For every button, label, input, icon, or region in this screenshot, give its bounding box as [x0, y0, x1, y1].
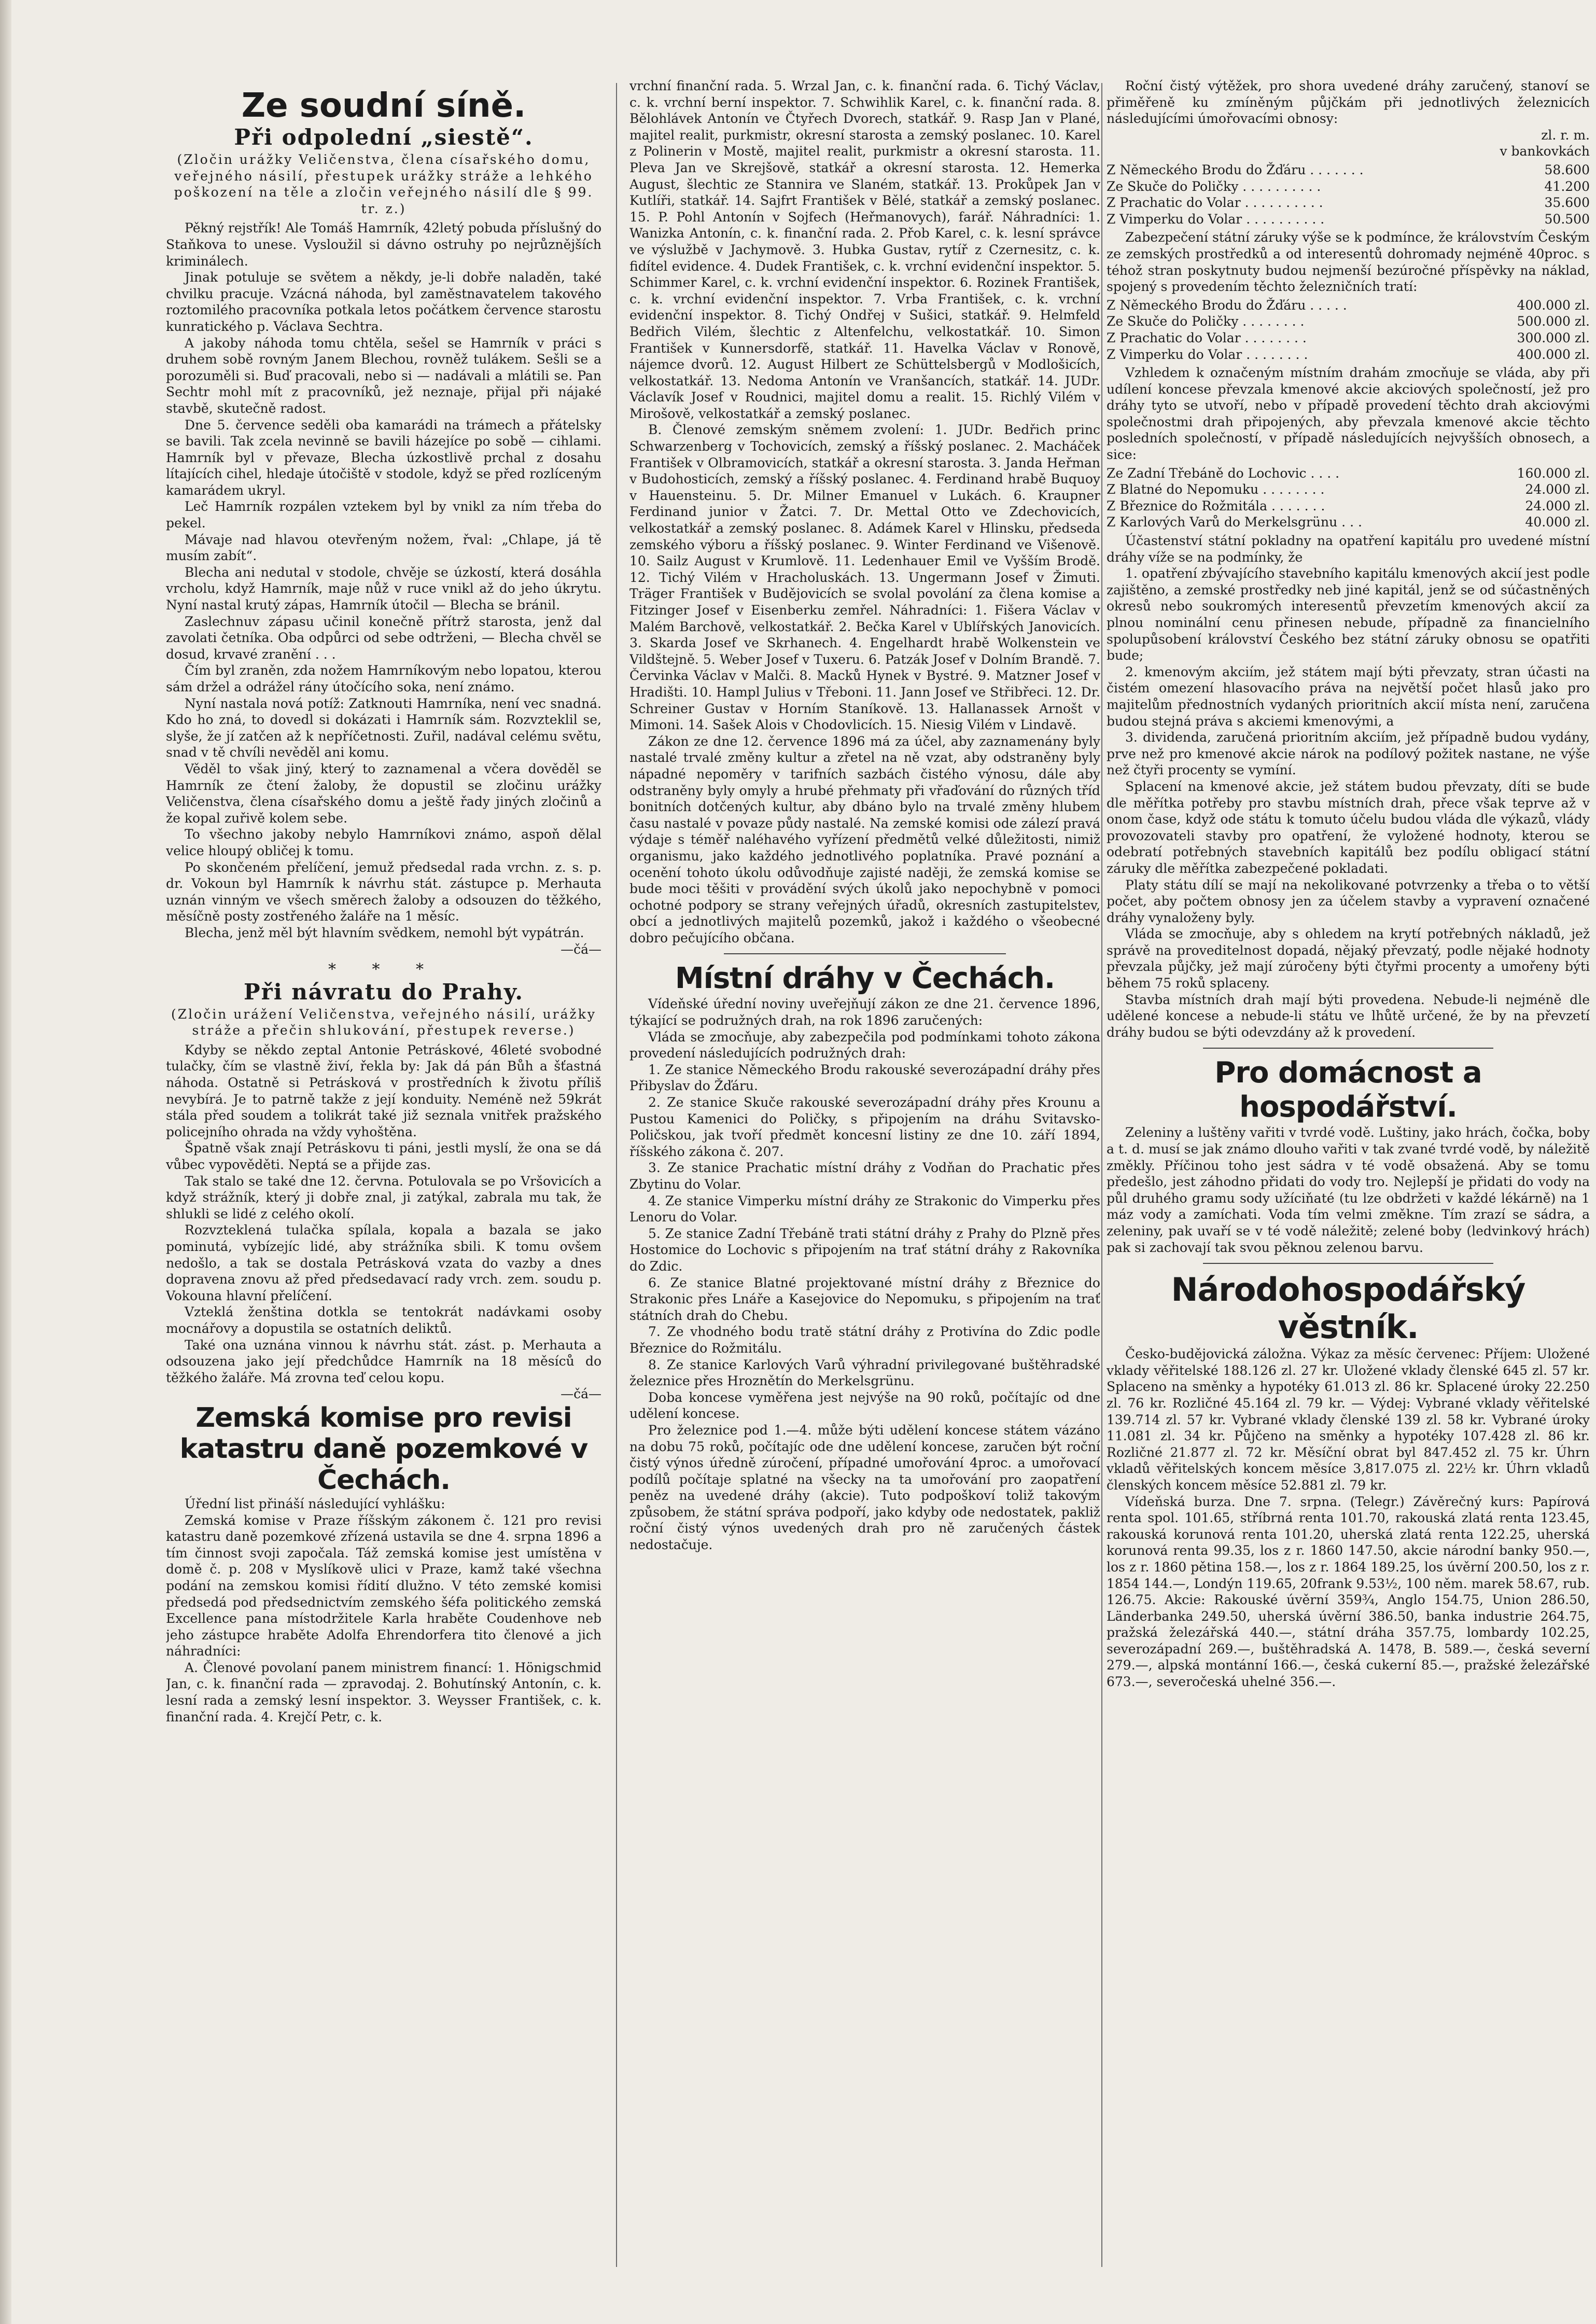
paragraph: Pěkný rejstřík! Ale Tomáš Hamrník, 42letý pobuda příslušný do Staňkova to unese. Vysloužil si dávno ostruhy po nejrůznějších kriminálech.	[166, 220, 601, 269]
paragraph: To všechno jakoby nebylo Hamrníkovi známo, aspoň dělal velice hloupý obličej k tomu.	[166, 827, 601, 858]
column-1	[166, 78, 601, 2277]
paragraph: 2. Ze stanice Skuče rakouské severozápadní dráhy přes Krounu a Pustou Kamenici do Poličky, s připojením na dráhu Svitavsko-Poličskou, jak tvoří předmět koncesní listiny ze dne 10. září 1894, říšského zákona č. 207.	[629, 1095, 1100, 1159]
article-title-return-to-prague: Při návratu do Prahy.	[243, 979, 524, 1005]
paragraph: Vláda se zmocňuje, aby s ohledem na krytí potřebných nákladů, jež správě na proveditelnost dopadá, nějaký převzatý, podle nějaké hodnoty převzala půjčky, jež mají zúročeny býti čtyřmi procenty a umořeny býti během 75 roků splaceny.	[1107, 926, 1590, 991]
paragraph: Zákon ze dne 12. července 1896 má za účel, aby zaznamenány byly nastalé trvalé změny kultur a zřetel na ně vzat, aby odstraněny byly nápadné nepoměry v tarifních sazbách čistého výnosu, dále aby odstraněny byly omyly a hrubé přehmaty při vřaďování do různých tříd bonitních dotčených kultur, aby dbáno bylo na trvalé změny hlubem času nastalé v povaze půdy nastalé. Na zemské komisi ode zálezí pravá výdaje s téměř naléhavého vyřízení předmětů velké důležitosti, nimiž organismu, jako každého jednotlivého poplatníka. Pravé poznání a ocenění tohoto úkolu odůvodňuje zajisté naději, že zemská komise se bude moci těšiti v provádění svých úkolů jako nepochybně v pomoci ochotné podpory se strany veřejných úřadů, okresních zastupitelstev, obcí a jednotlivých majitelů pozemků, jakož i každého o všeobecné dobro pečujícího občana.	[629, 733, 1100, 945]
paragraph: Roční čistý výtěžek, pro shora uvedené dráhy zaručený, stanoví se přiměřeně ku zmíněným půjčkám při jednotlivých železnicích následujícími úmořovacími obnosy:	[1107, 78, 1590, 127]
paragraph: 2. kmenovým akciím, jež státem mají býti převzaty, stran účasti na čistém omezení hlasovacího práva na největší počet hlasů jako pro majitelům přednostních vydaných prioritních akcií místa není, zaručena budou stejná práva s akciemi kmenovými, a	[1107, 664, 1590, 729]
table-row: Z Německého Brodu do Žďáru . . . . . . . 58.600	[1107, 162, 1590, 177]
table-row: Ze Zadní Třebáně do Lochovic . . . . 160.000 zl.	[1107, 465, 1590, 481]
paragraph: Také ona uznána vinnou k návrhu stát. zást. p. Merhauta a odsouzena jako její předchůdce Hamrník na 18 měsíců do těžkého žaláře. Má zrovna teď celou kopu.	[166, 1337, 601, 1385]
column-rule	[616, 83, 617, 2267]
paragraph: vrchní finanční rada. 5. Wrzal Jan, c. k. finanční rada. 6. Tichý Václav, c. k. vrchní berní inspektor. 7. Schwihlik Karel, c. k. finanční rada. 8. Bělohlávek Antonín ve Čtyřech Dvorech, statkář. 9. Rasp Jan v Plané, majitel realit, purkmistr, okresní starosta a zemský poslanec. 10. Karel z Polinerin v Mostě, majitel realit, purkmistr a okresní starosta. 11. Pleva Jan ve Skrejšově, statkář a okresní starosta. 12. Hemerka August, šlechtic ze Stannira ve Slaném, statkář. 13. Prokůpek Jan v Kutlíři, statkář. 14. Sajfrt František v Bělé, statkář a zemský poslanec. 15. P. Pohl Antonín v Sojfech (Heřmanovych), farář. Náhradníci: 1. Wanizka Antonín, c. k. finanční rada. 2. Přob Karel, c. k. lesní správce ve výslužbě v Jachymově. 3. Hubka Gustav, rytíř z Czernesitz, c. k. fidítel evidence. 4. Dudek František, c. k. vrchní evidenční inspektor. 5. Schimmer Karel, c. k. vrchní evidenční inspektor. 6. Rozinek František, c. k. vrchní evidenční inspektor. 7. Vrba František, c. k. vrchní evidenční inspektor. 8. Tichý Ondřej v Sušici, statkář. 9. Helmfeld Bedřich Vilém, šlechtic z Altenfelchu, velkostatkář. 10. Simon František v Kunnersdorfě, statkář. 11. Havelka Václav v Ronově, nájemce dvorů. 12. August Hilbert ze Schüttelsbergů v Modlošicích, velkostatkář. 13. Nedoma Antonín ve Vranšancích, statkář. 14. JUDr. Václavík Josef v Roudnici, majitel domu a realit. 15. Richlý Vilém v Mirošově, velkostatkář a zemský poslanec.	[629, 78, 1100, 421]
paragraph: Špatně však znají Petráskovu ti páni, jestli myslí, že ona se dá vůbec vypověděti. Neptá se a přijde zas.	[166, 1140, 601, 1173]
paragraph: B. Členové zemským sněmem zvolení: 1. JUDr. Bedřich princ Schwarzenberg v Tochovicích, zemský a říšský poslanec. 2. Macháček František v Olbramovicích, statkář a okresní starosta. 3. Janda Heřman v Budohosticích, zemský a říšský poslanec. 4. Ferdinand hrabě Buquoy v Hauensteinu. 5. Dr. Milner Emanuel v Lukách. 6. Kraupner Ferdinand junior v Žatci. 7. Dr. Mettal Otto ve Zdechovicích, velkostatkář a zemský poslanec. 8. Adámek Karel v Hlinsku, předseda zemského výboru a říšský poslanec. 9. Winter Ferdinand ve Višenově. 10. Sailz August v Krumlově. 11. Ledenhauer Emil ve Vyšším Brodě. 12. Tichý Vilém v Hracholuskách. 13. Ungermann Josef v Žimuti. Träger František v Budějovicích se svolal povolání za člena komise a Fitzinger Josef v Eisenberku zemřel. Náhradníci: 1. Fišera Václav v Malém Barchově, velkostatkář. 2. Bečka Karel v Ublířských Janovicích. 3. Skarda Josef ve Skrhanech. 4. Engelhardt hrabě Wolkenstein ve Vildštejně. 5. Weber Josef v Tuxeru. 6. Patzák Josef v Dolním Brandě. 7. Červinka Václav v Malči. 8. Macků Hynek v Bystré. 9. Matzner Josef v Hradišti. 10. Hampl Julius v Třeboni. 11. Jann Josef ve Střibřeci. 12. Dr. Schreiner Gustav v Horním Staníkově. 13. Hallanassek Arnošt v Mimoni. 14. Sašek Alois v Chodovlicích. 15. Niesig Vilém v Lindavě.	[629, 422, 1100, 733]
paragraph: Vídeňská burza. Dne 7. srpna. (Telegr.) Závěrečný kurs: Papírová renta spol. 101.65, stříbrná renta 101.70, rakouská zlatá renta 123.45, rakouská korunová renta 101.20, uherská zlatá renta 122.25, uherská korunová renta 99.35, los z r. 1860 147.50, akcie národní banky 950.—, los z r. 1860 pětina 158.—, los z r. 1864 189.25, los úvěrní 200.50, los z r. 1854 144.—, Londýn 119.65, 20frank 9.53½, 100 něm. marek 58.67, rub. 126.75. Akcie: Rakouské úvěrní 359¾, Anglo 154.75, Union 286.50, Länderbanka 249.50, uherská úvěrní 386.50, banka industrie 264.75, pražská železářská 440.—, státní dráha 357.75, lombardy 102.25, severozápadní 269.—, buštěhradská A. 1478, B. 589.—, česká severní 279.—, alpská montánní 166.—, česká cukerní 85.—, pražské železářské 673.—, severočeská uhelné 356.—.	[1107, 1494, 1590, 1690]
paragraph: Zemská komise v Praze říšským zákonem č. 121 pro revisi katastru daně pozemkové zřízená ustavila se dne 4. srpna 1896 a tím činnost svoji započala. Táž zemská komise jest umístěna v domě č. p. 208 v Myslíkově ulici v Praze, kamž také všechna podání na zemskou komisi řídití dlužno. V této zemské komisi předsedá pod předsednictvím zemského šéfa politického zemská Excellence pana místodržitele Karla hraběte Coudenhove neb jeho zástupce hraběte Adolfa Ehrendorfera tito členové a jich náhradníci:	[166, 1512, 601, 1659]
article-title-local-railways: Místní dráhy v Čechách.	[675, 962, 1055, 996]
article-subtitle-return: (Zločin urážení Veličenstva, veřejného násilí, urážky stráže a přečin shlukování, přestupek reverse.)	[171, 1006, 596, 1038]
paragraph: Vzteklá ženština dotkla se tentokrát nadávkami osoby mocnářovy a dopustila se ostatních deliktů.	[166, 1304, 601, 1336]
paragraph: 6. Ze stanice Blatné projektované místní dráhy z Březnice do Strakonic přes Lnáře a Kasejovice do Nepomuku, s připojením na trať státních drah do Chebu.	[629, 1275, 1100, 1323]
table-row: Z Prachatic do Volar . . . . . . . . 300.000 zl.	[1107, 330, 1590, 345]
paragraph: Nyní nastala nová potíž: Zatknouti Hamrníka, není vec snadná. Kdo ho zná, to dovedl si dokázati i Hamrník sám. Rozvzteklil se, slyše, že jí zatčen až k nepříčetnosti. Zuřil, nadával celému světu, snad v tě chvíli nevěděl ani komu.	[166, 695, 601, 760]
table-row: Z Vimperku do Volar . . . . . . . . 400.000 zl.	[1107, 346, 1590, 362]
table-row: Z Vimperku do Volar . . . . . . . . . . 50.500	[1107, 211, 1590, 227]
paragraph: Úřední list přináší následující vyhlášku:	[185, 1496, 445, 1511]
paragraph: Blecha, jenž měl být hlavním svědkem, nemohl být vypátrán.	[185, 925, 584, 940]
paragraph: 3. dividenda, zaručená prioritním akciím, jež případně budou vydány, prve než pro kmenové akcie nárok na podílový požitek nastane, ne výše než čtyři procenty se vymíní.	[1107, 730, 1590, 778]
table-row: Ze Skuče do Poličky . . . . . . . . 500.000 zl.	[1107, 314, 1590, 329]
shares-table	[1107, 465, 1590, 531]
article-subtitle-siesta: (Zločin urážky Veličenstva, člena císařského domu, veřejného násilí, přestupek urážky stráže a lehkého poškození na těle a zločin veřejného násilí dle § 99. tr. z.)	[174, 152, 594, 216]
table-row: Z Karlových Varů do Merkelsgrünu . . . 40.000 zl.	[1107, 514, 1590, 530]
paragraph: Jinak potuluje se světem a někdy, je-li dobře naladěn, také chvilku pracuje. Vzácná náhoda, byl zaměstnavatelem takového roztomilého pracovníka potkala letos počátkem července starostu kunratického p. Václava Sechtra.	[166, 270, 601, 334]
paragraph: Blecha ani nedutal v stodole, chvěje se úzkostí, která dosáhla vrcholu, když Hamrník, maje nůž v ruce vnikl až do jeho úkrytu. Nyní nastal krutý zápas, Hamrník útočil — Blecha se bránil.	[166, 564, 601, 613]
table-note-header: v bankovkách	[1500, 144, 1590, 159]
signature: —čá—	[561, 941, 601, 957]
paragraph: Věděl to však jiný, který to zaznamenal a včera dověděl se Hamrník ze čtení žaloby, že dopustil se zločinu urážky Veličenstva, člena císařského domu a ještě řady jiných zločinů a že kopal zuřivě kolem sebe.	[166, 761, 601, 826]
paragraph: Účastenství státní pokladny na opatření kapitálu pro uvedené místní dráhy víže se na podmínky, že	[1107, 533, 1590, 565]
paragraph: Pro železnice pod 1.—4. může býti udělení koncese státem vázáno na dobu 75 roků, počítajíc ode dne udělení koncese, zaručen být roční čistý výnos úředně zúročení, případné umořování 4proc. a umořovací podílů počítaje splatné na všecky na ta umořování pro zaopatření peněz na uvedené dráhy (akcie). Tuto podpoškoví toliž takovým způsobem, že státní správa podpoří, jako kdyby ode nedostatek, pakliž roční čistý výnos uvedených drah pro ně zaručených částek nedostačuje.	[629, 1422, 1100, 1553]
paragraph: Zaslechnuv zápasu učinil konečně přítrž starosta, jenž dal zavolati četníka. Oba odpůrci od sebe odtrženi, — Blecha chvěl se dosud, krvavé zranění . . .	[166, 614, 601, 662]
paragraph: 5. Ze stanice Zadní Třebáně trati státní dráhy z Prahy do Plzně přes Hostomice do Lochovic s připojením na trať státní dráhy z Rakovníka do Zdic.	[629, 1226, 1100, 1274]
paragraph: 8. Ze stanice Karlových Varů výhradní privilegované buštěhradské železnice přes Hroznětín do Merkelsgrünu.	[629, 1357, 1100, 1389]
paragraph: 3. Ze stanice Prachatic místní dráhy z Vodňan do Prachatic přes Zbytinu do Volar.	[629, 1160, 1100, 1192]
paragraph: Česko-budějovická záložna. Výkaz za měsíc červenec: Příjem: Uložené vklady věřitelské 188.126 zl. 27 kr. Uložené vklady členské 645 zl. 57 kr. Splaceno na směnky a hypotéky 61.013 zl. 86 kr. Splacené úroky 22.250 zl. 76 kr. Rozličné 45.164 zl. 79 kr. — Výdej: Vybrané vklady věřitelské 139.714 zl. 57 kr. Vybrané vklady členské 139 zl. 58 kr. Vybrané úroky 11.081 zl. 34 kr. Půjčeno na směnky a hypotéky 107.428 zl. 86 kr. Rozličné 21.877 zl. 72 kr. Měsíční obrat byl 847.452 zl. 75 kr. Úhrn vkladů věřitelských koncem měsíce 3,817.075 zl. 22½ kr. Úhrn vkladů členských koncem měsíce 52.881 zl. 79 kr.	[1107, 1346, 1590, 1493]
paragraph: Mávaje nad hlavou otevřeným nožem, řval: „Chlape, já tě musím zabít“.	[166, 532, 601, 564]
column-rule	[1101, 83, 1102, 2267]
divider	[1203, 1048, 1493, 1049]
amortization-table	[1107, 162, 1590, 227]
table-row: Z Německého Brodu do Žďáru . . . . . 400.000 zl.	[1107, 297, 1590, 313]
article-title-economy: Národohospodářský věstník.	[1171, 1271, 1525, 1346]
paragraph: Vzhledem k označeným místním drahám zmocňuje se vláda, aby při udílení koncese převzala kmenové akcie akciových společností, jež pro dráhy tyto se utvoří, nebo v případě provedení těchto drah akciovými společnostmi drah připojených, aby převzala kmenové akcie těchto posledních společností, v případě následujících nejvyšších obnosech, a sice:	[1107, 365, 1590, 463]
paragraph: 1. Ze stanice Německého Brodu rakouské severozápadní dráhy přes Přibyslav do Žďáru.	[629, 1062, 1100, 1094]
signature: —čá—	[561, 1386, 601, 1402]
paragraph: 1. opatření zbývajícího stavebního kapitálu kmenových akcií jest podle zajištěno, a zemské prostředky neb jiné kapitál, jenž se od súčastněných okresů nebo soukromých interesentů převzetím kmenových akcií za plnou nominální cenu přinesen nebude, případně za financielního spolupůsobení království Českého bez státní záruky obnosu se opatřiti bude;	[1107, 566, 1590, 663]
table-row: Ze Skuče do Poličky . . . . . . . . . . 41.200	[1107, 178, 1590, 194]
paragraph: Doba koncese vyměřena jest nejvýše na 90 roků, počítajíc od dne udělení koncese.	[629, 1389, 1100, 1422]
contribution-table	[1107, 297, 1590, 363]
paragraph: Platy státu dílí se mají na nekolikované potvrzenky a třeba o to větší počet, aby počtem obnosy jen za účelem stavby a vypravení označené dráhy vynaloženy byly.	[1107, 877, 1590, 925]
table-unit-header: zl. r. m.	[1541, 127, 1590, 143]
column-3	[1107, 78, 1590, 2277]
article-title-household: Pro domácnost a hospodářství.	[1214, 1056, 1482, 1124]
separator-stars: * * *	[328, 961, 440, 979]
article-title-cadastre-commission: Zemská komise pro revisi katastru daně pozemkové v Čechách.	[179, 1402, 588, 1496]
paragraph: Zabezpečení státní záruky výše se k podmínce, že královstvím Českým ze zemských prostředků a od interesentů dohromady nejméně 40proc. s téhož stran poskytnuty budou nejmenší bezúročné příspěvky na náklad, spojený s provedením těchto železničních tratí:	[1107, 230, 1590, 295]
table-row: Z Březnice do Rožmitála . . . . . . . 24.000 zl.	[1107, 498, 1590, 513]
paragraph: Leč Hamrník rozpálen vztekem byl by vnikl za ním třeba do pekel.	[166, 499, 601, 531]
paragraph: Po skončeném přelíčení, jemuž předsedal rada vrchn. z. s. p. dr. Vokoun byl Hamrník k návrhu stát. zástupce p. Merhauta uznán vinným ve všech směrech žaloby a odsouzen do těžkého, měsíčně posty zostřeného žaláře na 1 měsíc.	[166, 859, 601, 924]
paragraph: Stavba místních drah mají býti provedena. Nebude-li nejméně dle udělené koncese a nebude-li státu ve lhůtě určené, že by na převzetí dráhy budou se býti odevzdány až k provedení.	[1107, 992, 1590, 1040]
paragraph: Kdyby se někdo zeptal Antonie Petráskové, 46leté svobodné tulačky, čím se vlastně živí, řekla by: Jak dá pán Bůh a šťastná náhoda. Ostatně si Petrásková v prostředních k životu příliš nevybírá. Je to patrně takže z její konduity. Neméně než 59krát stála před soudem a tolikrát také již seznala vnitřek pražského policejního ohrada na vždy vyhoštěna.	[166, 1042, 601, 1139]
paragraph: 7. Ze vhodného bodu tratě státní dráhy z Protivína do Zdic podle Březnice do Rožmitálu.	[629, 1324, 1100, 1356]
section-title-court: Ze soudní síně.	[241, 87, 526, 125]
paragraph: Vídeňské úřední noviny uveřejňují zákon ze dne 21. července 1896, týkající se podružných drah, na rok 1896 zaručených:	[629, 996, 1100, 1028]
paragraph: A jakoby náhoda tomu chtěla, sešel se Hamrník v práci s druhem sobě rovným Janem Blechou, rovněž tulákem. Sešli se a porozuměli si. Buď pracovali, nebo si — nadávali a mlátili se. Pan Sechtr mohl mít z pracovníků, jež neznaje, přijal při nájaké stavbě, skutečně radost.	[166, 335, 601, 416]
paragraph: Rozvzteklená tulačka spílala, kopala a bazala se jako pominutá, vybízejíc lidé, aby strážníka sbili. K tomu ovšem nedošlo, a tak se dostala Petrásková vzata do vazby a dnes dopravena znovu až před předsedavací rady vrch. zem. soudu p. Vokouna hlavní přelíčení.	[166, 1222, 601, 1303]
paragraph: Splacení na kmenové akcie, jež státem budou převzaty, díti se bude dle měřítka potřeby pro stavbu místních drah, přece však teprve až v onom čase, když ode státu k tomuto účelu budou vláda dle výkazů, vlády provozovateli stavby pro opatření, že vyložené hodnoty, kterou se odebratí potřebných stavebních kapitálů bez podílu obligací státní záruky dle měřítka zabezpečené pokladati.	[1107, 778, 1590, 876]
paragraph: 4. Ze stanice Vimperku místní dráhy ze Strakonic do Vimperku přes Lenoru do Volar.	[629, 1193, 1100, 1225]
divider	[1203, 1263, 1493, 1264]
article-title-siesta: Při odpolední „siestě“.	[234, 124, 534, 150]
column-2	[629, 78, 1100, 2277]
paragraph: Tak stalo se také dne 12. června. Potulovala se po Vršovicích a když strážník, který ji dobře znal, ji zatýkal, zabrala mu tak, že shlukli se lidé z celého okolí.	[166, 1173, 601, 1221]
paragraph: Čím byl zraněn, zda nožem Hamrníkovým nebo lopatou, kterou sám držel a odrážel rány útočícího soka, není známo.	[166, 663, 601, 694]
paragraph: Dne 5. července seděli oba kamarádi na trámech a přátelsky se bavili. Tak zcela nevinně se bavili házejíce po sobě — cihlami. Hamrník byl v převaze, Blecha úzkostlivě prchal z dosahu lítajících cihel, hledaje útočiště v stodole, když se před rozlíceným kamarádem ukryl.	[166, 417, 601, 498]
table-row: Z Blatné do Nepomuku . . . . . . . . 24.000 zl.	[1107, 482, 1590, 497]
paragraph: A. Členové povolaní panem ministrem financí: 1. Hönigschmid Jan, c. k. finanční rada — zpravodaj. 2. Bohutínský Antonín, c. k. lesní rada a zemský lesní inspektor. 3. Weysser František, c. k. finanční rada. 4. Krejčí Petr, c. k.	[166, 1660, 601, 1724]
divider	[724, 953, 1006, 954]
paragraph: Vláda se zmocňuje, aby zabezpečila pod podmínkami tohoto zákona provedení následujících podružných drah:	[629, 1029, 1100, 1061]
paragraph: Zeleniny a luštěny vařiti v tvrdé vodě. Luštiny, jako hrách, čočka, boby a t. d. musí se jak známo dlouho vařiti v tak zvané tvrdé vodě, by náležitě změkly. Příčinou toho jest sádra v té vodě obsažená. Aby se tomu předešlo, jest záhodno přidati do vody tro. Nejlepší je přidati do vody na půl druhého gramu sody užíciňaté (tu lze obdržeti v každé lékárně) na 1 máz vody a zamíchati. Voda tím velmi změkne. Tím zrazí se sádra, a zeleniny, pak uvaří se v té vodě náležitě; zelené boby (ledvinkový hrách) pak si zachovají tak svou pěknou zelenou barvu.	[1107, 1125, 1590, 1255]
table-row: Z Prachatic do Volar . . . . . . . . . . 35.600	[1107, 195, 1590, 211]
page-fold-shadow	[0, 0, 11, 2324]
